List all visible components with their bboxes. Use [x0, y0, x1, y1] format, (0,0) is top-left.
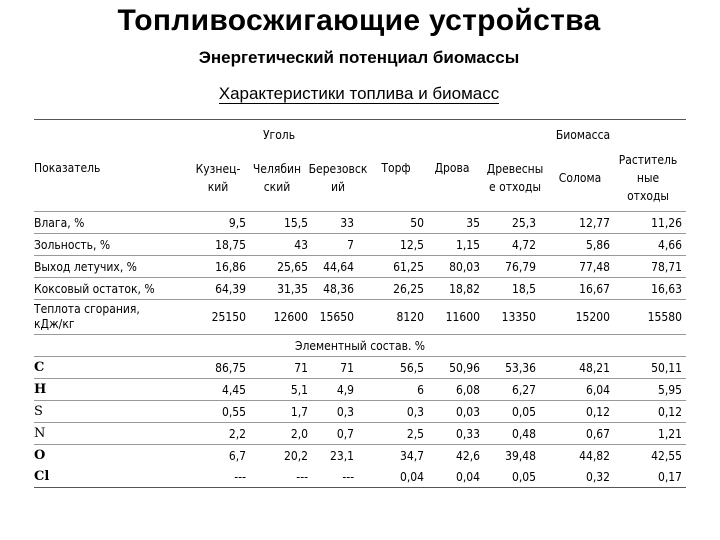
row-label: Коксовый остаток, % [34, 278, 190, 300]
cell: 0,67 [550, 423, 610, 445]
cell: 5,95 [610, 379, 686, 401]
table-row [34, 234, 686, 256]
cell: 20,2 [246, 445, 308, 467]
header-biomass-wood-waste [480, 145, 550, 212]
header-sub-line: Кузнец- [195, 162, 241, 176]
cell: 56,5 [368, 357, 424, 379]
cell: 6,04 [550, 379, 610, 401]
cell: 43 [246, 234, 308, 256]
row-label: Влага, % [34, 212, 190, 234]
header-sub-line: кий [207, 180, 229, 194]
cell: 0,05 [480, 401, 550, 423]
cell: 34,7 [368, 445, 424, 467]
cell: 0,12 [610, 401, 686, 423]
header-coal-chelyabinsk [246, 145, 308, 212]
row-label: Зольность, % [34, 234, 190, 256]
header-sub-line: Древесны [486, 162, 544, 176]
header-sub-line: ий [330, 180, 346, 194]
cell: 16,67 [550, 278, 610, 300]
cell: 1,21 [610, 423, 686, 445]
cell: 71 [246, 357, 308, 379]
row-label [34, 300, 190, 335]
cell: 18,75 [190, 234, 246, 256]
cell: 8120 [368, 300, 424, 335]
cell: 11600 [424, 300, 480, 335]
cell: 44,64 [308, 256, 368, 278]
cell: 50,96 [424, 357, 480, 379]
cell: --- [308, 466, 368, 488]
header-coal-kuznets [190, 145, 246, 212]
cell: 0,3 [308, 401, 368, 423]
cell: 11,26 [610, 212, 686, 234]
cell: 25150 [190, 300, 246, 335]
cell: 80,03 [424, 256, 480, 278]
cell: 0,17 [610, 466, 686, 488]
row-label-line: кДж/кг [34, 317, 75, 331]
page-subtitle: Энергетический потенциал биомассы [198, 48, 520, 67]
cell: 23,1 [308, 445, 368, 467]
element-symbol: N [34, 426, 46, 441]
cell: 0,04 [424, 466, 480, 488]
cell: 25,65 [246, 256, 308, 278]
row-label [34, 379, 190, 401]
cell: 86,75 [190, 357, 246, 379]
header-sub-line: ные [636, 171, 660, 185]
cell: 15,5 [246, 212, 308, 234]
header-biomass-straw [550, 145, 610, 212]
table-row [34, 357, 686, 379]
table-header-row [34, 120, 686, 146]
elemental-composition-title: Элементный состав. % [34, 335, 686, 357]
cell: 0,48 [480, 423, 550, 445]
header-coal: Уголь [190, 120, 368, 146]
header-sub-line: Раститель [618, 153, 678, 167]
cell: 48,21 [550, 357, 610, 379]
header-wood: Дрова [424, 120, 480, 212]
cell: 5,86 [550, 234, 610, 256]
section-row [34, 335, 686, 357]
header-indicator: Показатель [34, 120, 190, 212]
table-row [34, 212, 686, 234]
table-row [34, 256, 686, 278]
cell: 6,27 [480, 379, 550, 401]
cell: 4,72 [480, 234, 550, 256]
row-label [34, 423, 190, 445]
cell: 18,5 [480, 278, 550, 300]
cell: 12,5 [368, 234, 424, 256]
header-sub-line: Солома [558, 171, 602, 185]
cell: 4,9 [308, 379, 368, 401]
cell: 2,5 [368, 423, 424, 445]
cell: 12600 [246, 300, 308, 335]
fuel-characteristics-table [34, 119, 686, 488]
cell: 15200 [550, 300, 610, 335]
element-symbol: Cl [34, 469, 50, 484]
row-label [34, 445, 190, 467]
cell: 76,79 [480, 256, 550, 278]
cell: 42,55 [610, 445, 686, 467]
cell: 4,45 [190, 379, 246, 401]
cell: 5,1 [246, 379, 308, 401]
header-sub-line: Челябин [252, 162, 302, 176]
cell: 44,82 [550, 445, 610, 467]
cell: 0,33 [424, 423, 480, 445]
row-label [34, 401, 190, 423]
cell: 50,11 [610, 357, 686, 379]
cell: 26,25 [368, 278, 424, 300]
cell: 0,32 [550, 466, 610, 488]
cell: 50 [368, 212, 424, 234]
header-sub-line: Березовск [308, 162, 368, 176]
cell: 7 [308, 234, 368, 256]
header-coal-berezovsk [308, 145, 368, 212]
cell: 2,2 [190, 423, 246, 445]
cell: 12,77 [550, 212, 610, 234]
cell: 18,82 [424, 278, 480, 300]
row-label [34, 466, 190, 488]
cell: 15650 [308, 300, 368, 335]
header-biomass: Биомасса [480, 120, 686, 146]
table-row [34, 445, 686, 467]
cell: 48,36 [308, 278, 368, 300]
cell: 39,48 [480, 445, 550, 467]
section-title-text: Характеристики топлива и биомасс [218, 84, 500, 103]
cell: 15580 [610, 300, 686, 335]
header-sub-line: ский [263, 180, 291, 194]
cell: 0,3 [368, 401, 424, 423]
cell: 0,03 [424, 401, 480, 423]
cell: 77,48 [550, 256, 610, 278]
header-biomass-plant-waste [610, 145, 686, 212]
table-row [34, 379, 686, 401]
cell: --- [190, 466, 246, 488]
table-row [34, 423, 686, 445]
cell: 0,7 [308, 423, 368, 445]
table-row [34, 466, 686, 488]
cell: 6,7 [190, 445, 246, 467]
cell: 16,86 [190, 256, 246, 278]
cell: 1,15 [424, 234, 480, 256]
header-peat: Торф [368, 120, 424, 212]
table-row [34, 401, 686, 423]
cell: --- [246, 466, 308, 488]
element-symbol: C [34, 360, 45, 375]
element-symbol: S [34, 404, 43, 419]
header-sub-line: отходы [627, 189, 669, 203]
page-title: Топливосжигающие устройства [117, 4, 601, 37]
cell: 42,6 [424, 445, 480, 467]
cell: 61,25 [368, 256, 424, 278]
cell: 6 [368, 379, 424, 401]
cell: 0,04 [368, 466, 424, 488]
cell: 9,5 [190, 212, 246, 234]
cell: 13350 [480, 300, 550, 335]
row-label [34, 357, 190, 379]
row-label: Выход летучих, % [34, 256, 190, 278]
cell: 1,7 [246, 401, 308, 423]
cell: 6,08 [424, 379, 480, 401]
cell: 2,0 [246, 423, 308, 445]
cell: 71 [308, 357, 368, 379]
row-label-line: Теплота сгорания, [34, 302, 140, 316]
cell: 33 [308, 212, 368, 234]
element-symbol: O [34, 448, 46, 463]
cell: 35 [424, 212, 480, 234]
element-symbol: H [34, 382, 47, 397]
cell: 0,55 [190, 401, 246, 423]
cell: 78,71 [610, 256, 686, 278]
table-row [34, 300, 686, 335]
cell: 31,35 [246, 278, 308, 300]
section-title [0, 84, 718, 104]
cell: 64,39 [190, 278, 246, 300]
cell: 25,3 [480, 212, 550, 234]
table-row [34, 278, 686, 300]
cell: 16,63 [610, 278, 686, 300]
cell: 4,66 [610, 234, 686, 256]
cell: 53,36 [480, 357, 550, 379]
header-sub-line: е отходы [489, 180, 541, 194]
cell: 0,12 [550, 401, 610, 423]
cell: 0,05 [480, 466, 550, 488]
